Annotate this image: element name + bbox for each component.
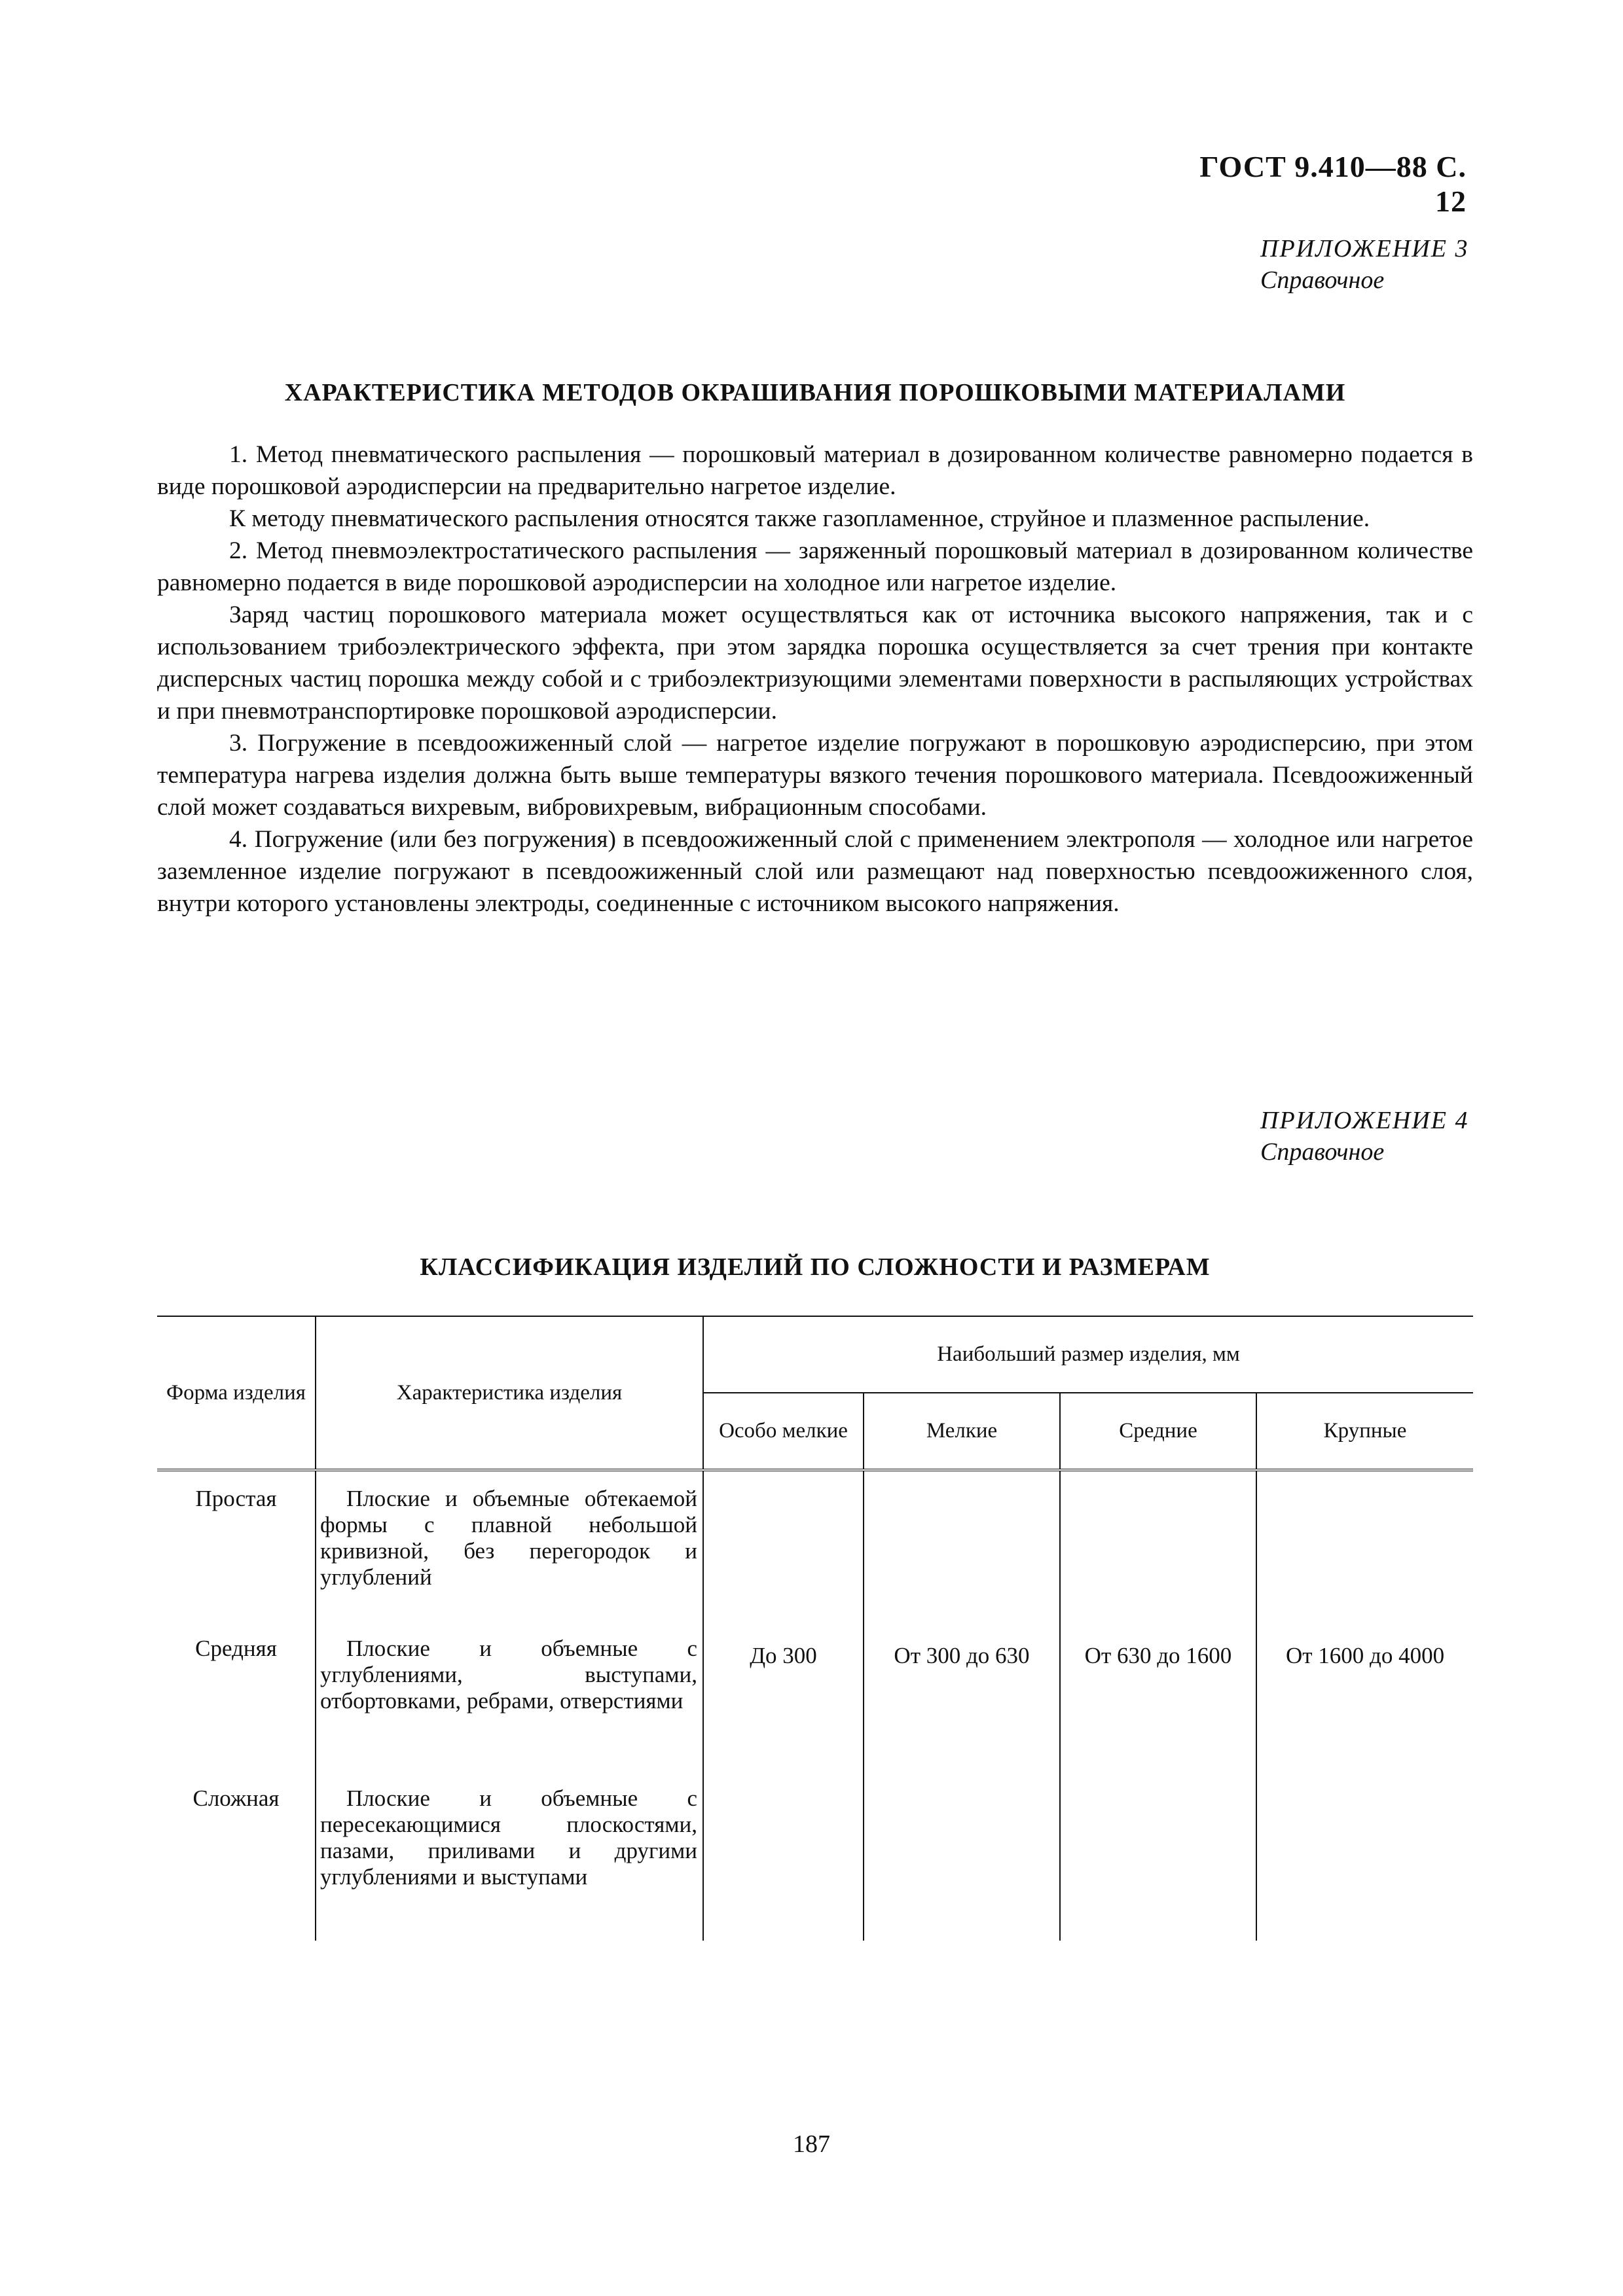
form-cell: Средняя bbox=[195, 1636, 277, 1661]
form-cell: Простая bbox=[195, 1486, 277, 1511]
paragraph: 3. Погружение в псевдоожиженный слой — нагретое изделие погружают в порошковую аэродисперсию, при этом температура нагрева изделия должна быть выше температуры вязкого течения порошкового материала. Псевдоожиженный слой может создаваться вихревым, вибровихревым, вибрационным способами. bbox=[157, 730, 1473, 821]
table-row bbox=[157, 1470, 1473, 1941]
appendix-subtitle: Справочное bbox=[1260, 266, 1385, 294]
appendix-4-label bbox=[1260, 1105, 1468, 1168]
header-max-size: Наибольший размер изделия, мм bbox=[703, 1316, 1473, 1393]
form-cell: Сложная bbox=[192, 1785, 280, 1811]
characteristic-cell: Плоские и объемные с углублениями, выступами, отбортовками, ребрами, отверстиями bbox=[320, 1636, 697, 1713]
characteristic-column bbox=[316, 1470, 703, 1941]
classification-table bbox=[157, 1316, 1473, 1941]
section-title-methods: ХАРАКТЕРИСТИКА МЕТОДОВ ОКРАШИВАНИЯ ПОРОШКОВЫМИ МАТЕРИАЛАМИ bbox=[284, 379, 1346, 406]
appendix-3-label bbox=[1260, 233, 1468, 296]
section-title-classification: КЛАССИФИКАЦИЯ ИЗДЕЛИЙ ПО СЛОЖНОСТИ И РАЗМЕРАМ bbox=[420, 1253, 1211, 1281]
document-reference: ГОСТ 9.410—88 С. 12 bbox=[1199, 150, 1467, 218]
header-size-large: Крупные bbox=[1256, 1393, 1473, 1470]
size-cell-large: От 1600 до 4000 bbox=[1285, 1643, 1445, 1668]
paragraph: 2. Метод пневмоэлектростатического распыления — заряженный порошковый материал в дозированном количестве равномерно подается в виде порошковой аэродисперсии на холодное или нагретое изделие. bbox=[157, 537, 1473, 596]
characteristic-cell: Плоские и объемные с пересекающимися плоскостями, пазами, приливами и другими углублениями и выступами bbox=[320, 1785, 697, 1890]
form-column bbox=[157, 1470, 316, 1941]
header-size-extra-small: Особо мелкие bbox=[703, 1393, 864, 1470]
page-number: 187 bbox=[793, 2130, 830, 2158]
size-cell-medium: От 630 до 1600 bbox=[1060, 1470, 1256, 1941]
methods-body-text bbox=[157, 439, 1473, 920]
paragraph: К методу пневматического распыления относятся также газопламенное, струйное и плазменное распыление. bbox=[229, 505, 1370, 532]
appendix-subtitle: Справочное bbox=[1260, 1138, 1385, 1166]
header-size-small: Мелкие bbox=[864, 1393, 1060, 1470]
appendix-title: ПРИЛОЖЕНИЕ 3 bbox=[1260, 235, 1469, 262]
paragraph: 4. Погружение (или без погружения) в псевдоожиженный слой с применением электрополя — холодное или нагретое заземленное изделие погружают в псевдоожиженный слой или размещают над поверхностью псевдоожиженного слоя, внутри которого установлены электроды, соединенные с источником высокого напряжения. bbox=[157, 826, 1473, 917]
characteristic-cell: Плоские и объемные обтекаемой формы с плавной небольшой кривизной, без перегородок и углублений bbox=[320, 1486, 697, 1590]
appendix-title: ПРИЛОЖЕНИЕ 4 bbox=[1260, 1107, 1469, 1134]
size-cell-extra-small: До 300 bbox=[703, 1470, 864, 1941]
header-characteristic: Характеристика изделия bbox=[316, 1316, 703, 1470]
header-form: Форма изделия bbox=[157, 1316, 316, 1470]
paragraph: Заряд частиц порошкового материала может осуществляться как от источника высокого напряжения, так и с использованием трибоэлектрического эффекта, при этом зарядка порошка осуществляется за счет трения при контакте дисперсных частиц порошка между собой и с трибоэлектризующими элементами поверхности в распыляющих устройствах и при пневмотранспортировке порошковой аэродисперсии. bbox=[157, 601, 1473, 725]
paragraph: 1. Метод пневматического распыления — порошковый материал в дозированном количестве равномерно подается в виде порошковой аэродисперсии на предварительно нагретое изделие. bbox=[157, 441, 1473, 500]
header-size-medium: Средние bbox=[1060, 1393, 1256, 1470]
size-cell-small: От 300 до 630 bbox=[864, 1470, 1060, 1941]
